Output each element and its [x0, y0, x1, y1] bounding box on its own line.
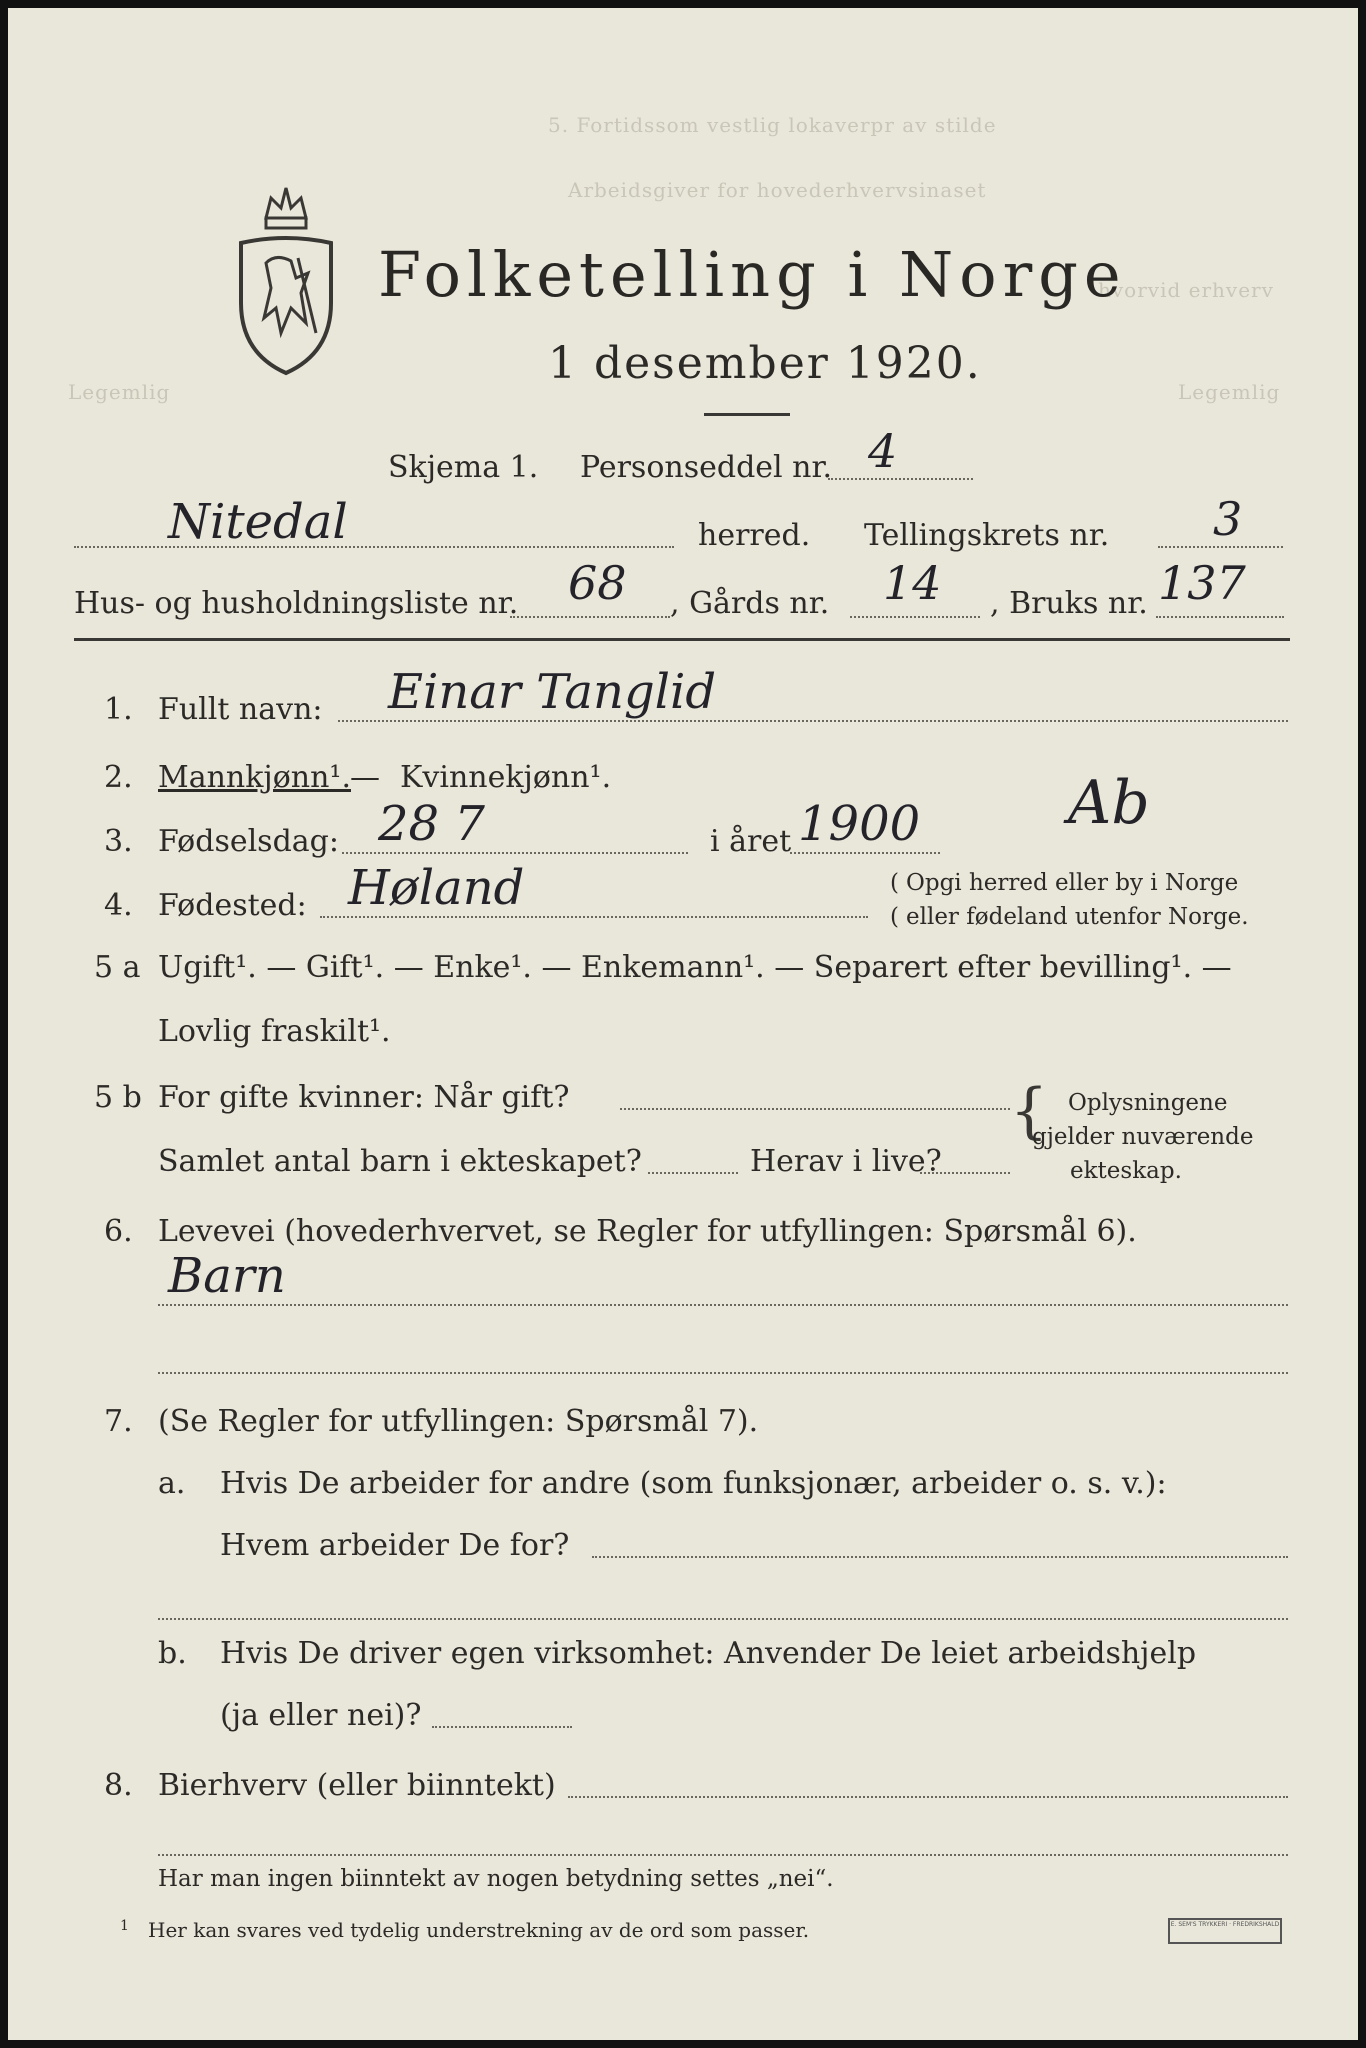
- q3-label: Fødselsdag:: [158, 824, 339, 859]
- schema-label: Skjema 1.: [388, 450, 539, 485]
- q6-label: Levevei (hovederhvervet, se Regler for utfyllingen: Spørsmål 6).: [158, 1214, 1137, 1249]
- footer-note: Har man ingen biinntekt av nogen betydning settes „nei“.: [158, 1866, 834, 1892]
- q2-female-option[interactable]: Kvinnekjønn¹.: [400, 760, 612, 795]
- q5a-options[interactable]: Ugift¹. — Gift¹. — Enke¹. — Enkemann¹. — Separert efter bevilling¹. —: [158, 950, 1232, 985]
- header-divider: [74, 638, 1290, 641]
- q5b-married-when-line[interactable]: [620, 1108, 1010, 1110]
- q5b-alive-line[interactable]: [920, 1172, 1010, 1174]
- q7-label: (Se Regler for utfyllingen: Spørsmål 7).: [158, 1404, 759, 1439]
- q7b-hire-line[interactable]: [432, 1726, 572, 1728]
- q3-date-line: [342, 852, 688, 854]
- bleed-through-text: hvorvid erhverv: [1098, 278, 1274, 302]
- q4-number: 4.: [104, 888, 133, 923]
- bleed-through-text: 5. Fortidssom vestlig lokaverpr av stilde: [548, 113, 997, 137]
- q5b-note-line2: gjelder nuværende: [1032, 1124, 1254, 1150]
- q2-male-option[interactable]: Mannkjønn¹.: [158, 760, 351, 795]
- q8-number: 8.: [104, 1768, 133, 1803]
- q2-separator: —: [350, 760, 380, 795]
- footnote-mark: 1: [120, 1918, 129, 1934]
- tellingskrets-line: [1158, 546, 1283, 548]
- q5b-alive-label: Herav i live?: [750, 1144, 942, 1179]
- q6-line-2[interactable]: [158, 1372, 1288, 1374]
- q8-line[interactable]: [568, 1796, 1288, 1798]
- q6-line-1: [158, 1304, 1288, 1306]
- husliste-label: Hus- og husholdningsliste nr.: [74, 586, 519, 621]
- gards-line: [850, 616, 980, 618]
- gards-label: , Gårds nr.: [670, 586, 830, 621]
- q5b-children-line[interactable]: [648, 1172, 738, 1174]
- q7a-employer-label: Hvem arbeider De for?: [220, 1528, 570, 1563]
- q5a-options-cont[interactable]: Lovlig fraskilt¹.: [158, 1014, 391, 1049]
- tellingskrets-label: Tellingskrets nr.: [864, 518, 1110, 553]
- herred-value[interactable]: Nitedal: [168, 494, 348, 550]
- q5b-children-label: Samlet antal barn i ekteskapet?: [158, 1144, 642, 1179]
- q1-full-name[interactable]: Einar Tanglid: [388, 664, 717, 720]
- q1-label: Fullt navn:: [158, 692, 323, 727]
- q8-label: Bierhverv (eller biinntekt): [158, 1768, 556, 1803]
- q1-line: [338, 720, 1288, 722]
- bleed-through-text: Legemlig: [1178, 380, 1281, 404]
- q4-label: Fødested:: [158, 888, 307, 923]
- form-title: Folketelling i Norge: [378, 238, 1127, 311]
- bruks-line: [1156, 616, 1284, 618]
- personseddel-label: Personseddel nr.: [580, 450, 833, 485]
- q7a-employer-line[interactable]: [592, 1556, 1288, 1558]
- q7a-text: Hvis De arbeider for andre (som funksjonær, arbeider o. s. v.):: [220, 1466, 1167, 1501]
- title-divider: [704, 413, 790, 416]
- q7b-text: Hvis De driver egen virksomhet: Anvender De leiet arbeidshjelp: [220, 1636, 1197, 1671]
- q4-bracket-top: (: [890, 870, 899, 896]
- bleed-through-text: Arbeidsgiver for hovederhvervsinaset: [568, 178, 987, 202]
- q6-number: 6.: [104, 1214, 133, 1249]
- q3-year-label: i året: [710, 824, 792, 859]
- personseddel-line: [828, 478, 973, 480]
- husliste-line: [510, 616, 670, 618]
- q7a-letter: a.: [158, 1466, 186, 1501]
- husliste-value[interactable]: 68: [568, 556, 627, 610]
- q2-number: 2.: [104, 760, 133, 795]
- bleed-through-text: Legemlig: [68, 380, 171, 404]
- q3-number: 3.: [104, 824, 133, 859]
- q3-birth-date[interactable]: 28 7: [378, 796, 485, 852]
- q5b-note-line1: Oplysningene: [1068, 1090, 1228, 1116]
- q1-number: 1.: [104, 692, 133, 727]
- printer-stamp: E. SEM'S TRYKKERI · FREDRIKSHALD: [1168, 1918, 1282, 1944]
- q4-line: [320, 916, 868, 918]
- herred-line: [74, 546, 674, 548]
- census-form-page: [8, 8, 1358, 2040]
- tellingskrets-value[interactable]: 3: [1213, 492, 1243, 546]
- q5a-number: 5 a: [94, 950, 141, 985]
- q4-note-line2: eller fødeland utenfor Norge.: [906, 904, 1249, 930]
- q7-number: 7.: [104, 1404, 133, 1439]
- bruks-label: , Bruks nr.: [990, 586, 1148, 621]
- norway-coat-of-arms-icon: [236, 183, 336, 383]
- q5b-note-line3: ekteskap.: [1070, 1158, 1182, 1184]
- herred-label: herred.: [698, 518, 811, 553]
- q4-note-line1: Opgi herred eller by i Norge: [906, 870, 1239, 896]
- census-date: 1 desember 1920.: [548, 338, 982, 389]
- personseddel-value[interactable]: 4: [868, 424, 898, 478]
- q8-line-2[interactable]: [158, 1854, 1288, 1856]
- q7b-hire-label: (ja eller nei)?: [220, 1698, 422, 1733]
- q5b-brace: {: [1010, 1076, 1049, 1146]
- gards-value[interactable]: 14: [883, 556, 942, 610]
- q4-birthplace[interactable]: Høland: [348, 860, 525, 916]
- q4-bracket-bottom: (: [890, 904, 899, 930]
- q3-margin-note: Ab: [1068, 768, 1150, 838]
- bruks-value[interactable]: 137: [1158, 556, 1246, 610]
- q7b-letter: b.: [158, 1636, 187, 1671]
- q3-year-line: [790, 852, 940, 854]
- footnote: Her kan svares ved tydelig understrekning av de ord som passer.: [148, 1918, 810, 1942]
- q5b-married-when-label: For gifte kvinner: Når gift?: [158, 1080, 570, 1115]
- q7a-line-2[interactable]: [158, 1618, 1288, 1620]
- q5b-number: 5 b: [94, 1080, 142, 1115]
- q6-occupation[interactable]: Barn: [168, 1248, 286, 1304]
- q3-birth-year[interactable]: 1900: [798, 796, 921, 852]
